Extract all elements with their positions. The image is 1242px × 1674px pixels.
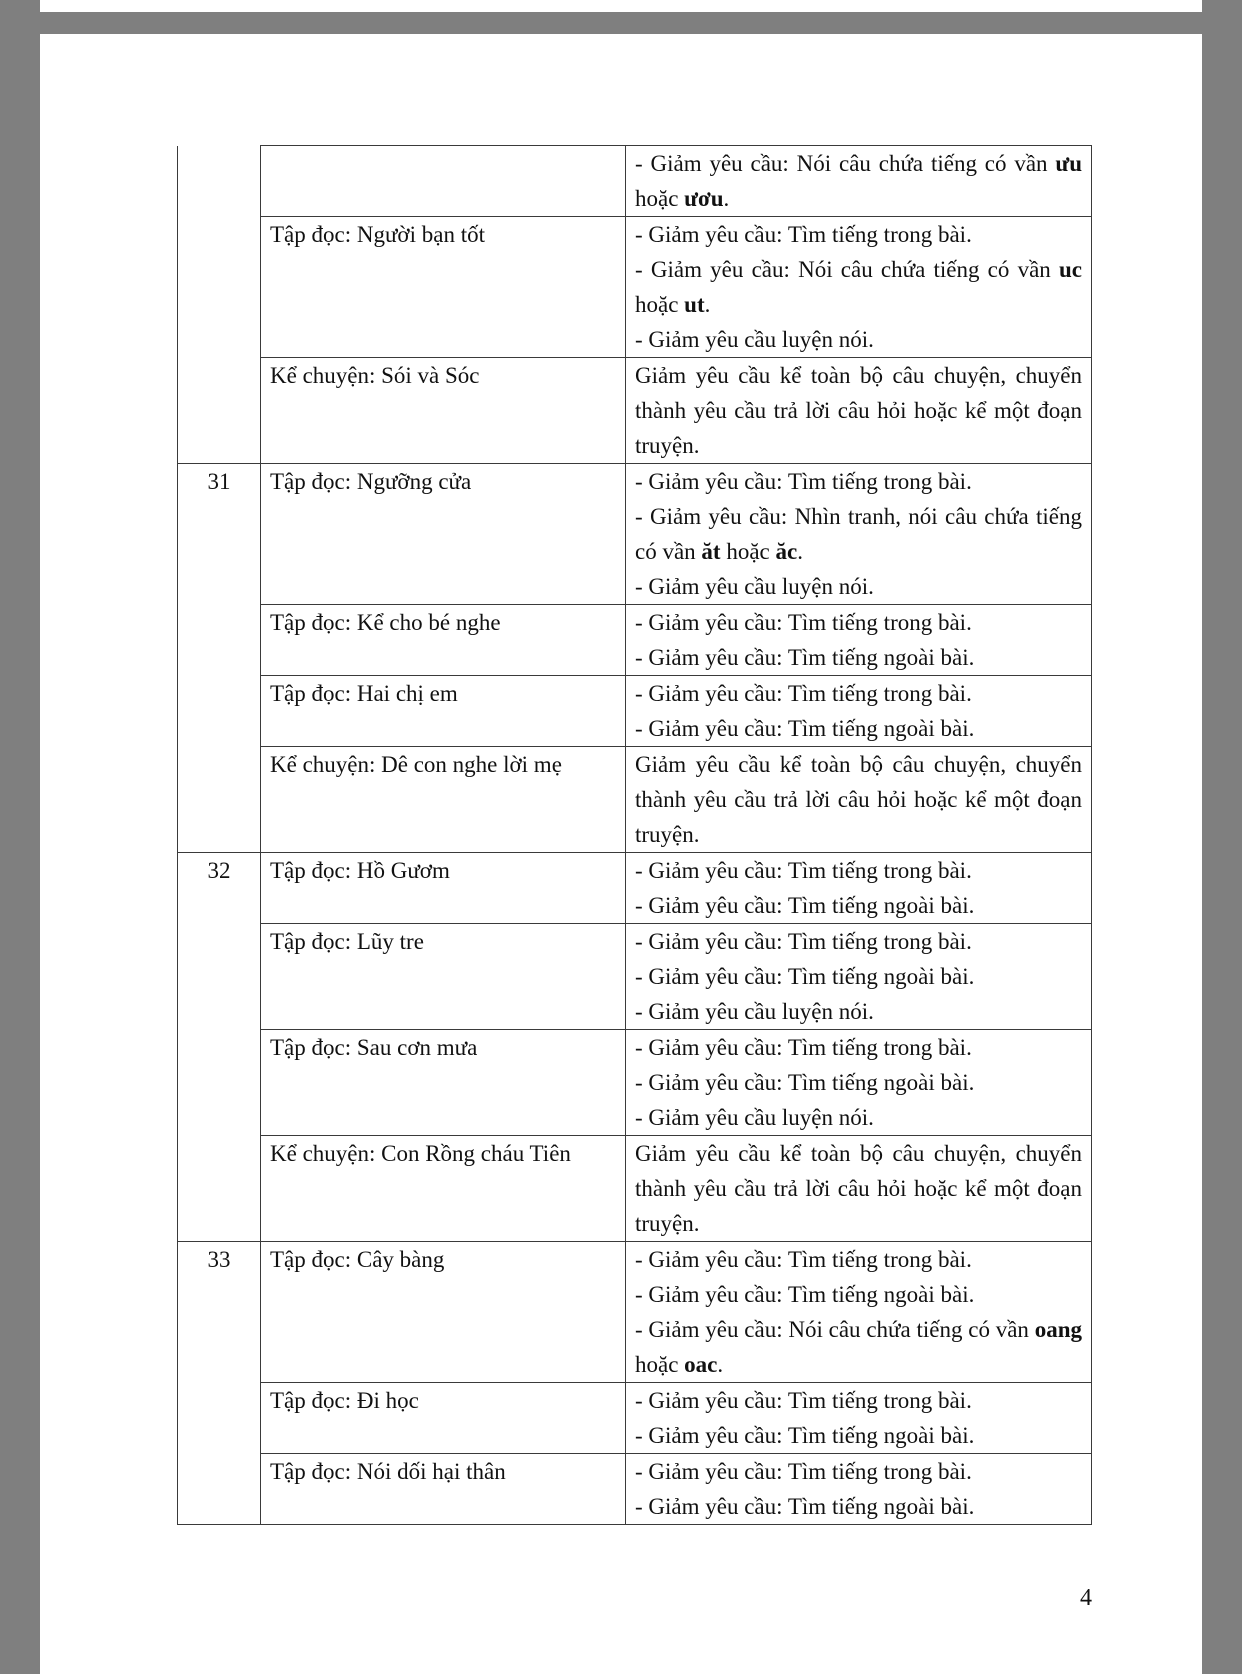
page-number: 4	[1080, 1585, 1092, 1611]
requirement-line	[635, 499, 1082, 569]
requirement-text: - Giảm yêu cầu: Tìm tiếng ngoài bài.	[635, 1282, 975, 1307]
requirement-text: hoặc	[635, 292, 685, 317]
requirement-cell	[626, 464, 1092, 605]
table-row	[178, 1136, 1092, 1242]
requirement-line	[635, 888, 1082, 923]
requirement-cell	[626, 853, 1092, 924]
requirement-line	[635, 569, 1082, 604]
requirement-line	[635, 1383, 1082, 1418]
requirement-text: - Giảm yêu cầu: Nói câu chứa tiếng có vần	[635, 257, 1059, 282]
lesson-cell: Kể chuyện: Sói và Sóc	[261, 358, 626, 464]
requirement-line	[635, 1100, 1082, 1135]
requirement-cell	[626, 1383, 1092, 1454]
requirement-cell	[626, 605, 1092, 676]
lesson-cell: Tập đọc: Đi học	[261, 1383, 626, 1454]
requirement-line	[635, 605, 1082, 640]
lesson-cell: Kể chuyện: Dê con nghe lời mẹ	[261, 747, 626, 853]
requirement-text: - Giảm yêu cầu: Tìm tiếng trong bài.	[635, 929, 972, 954]
requirement-line	[635, 322, 1082, 357]
table-row	[178, 1242, 1092, 1383]
table-row	[178, 605, 1092, 676]
requirement-line	[635, 1454, 1082, 1489]
rhyme-highlight: oac	[684, 1352, 718, 1377]
lesson-cell: Tập đọc: Cây bàng	[261, 1242, 626, 1383]
requirement-text: - Giảm yêu cầu luyện nói.	[635, 999, 874, 1024]
lesson-cell: Tập đọc: Kể cho bé nghe	[261, 605, 626, 676]
week-cell	[178, 605, 261, 676]
lesson-cell: Tập đọc: Sau cơn mưa	[261, 1030, 626, 1136]
week-cell	[178, 217, 261, 358]
week-cell	[178, 1030, 261, 1136]
requirement-line	[635, 217, 1082, 252]
requirement-text: - Giảm yêu cầu: Tìm tiếng trong bài.	[635, 222, 972, 247]
requirement-text: - Giảm yêu cầu: Tìm tiếng ngoài bài.	[635, 716, 975, 741]
rhyme-highlight: ươu	[684, 186, 724, 211]
table-row	[178, 464, 1092, 605]
requirement-cell	[626, 1242, 1092, 1383]
requirement-cell	[626, 676, 1092, 747]
previous-page-edge	[40, 0, 1202, 12]
requirement-line	[635, 711, 1082, 746]
requirement-text: .	[723, 186, 730, 211]
table-row	[178, 747, 1092, 853]
requirement-text: - Giảm yêu cầu: Tìm tiếng trong bài.	[635, 1247, 972, 1272]
requirement-line	[635, 1489, 1082, 1524]
requirement-line	[635, 1242, 1082, 1277]
requirement-line	[635, 853, 1082, 888]
requirement-line	[635, 1136, 1082, 1241]
rhyme-highlight: ut	[684, 292, 705, 317]
requirement-text: - Giảm yêu cầu luyện nói.	[635, 1105, 874, 1130]
requirement-line	[635, 1418, 1082, 1453]
lesson-cell: Tập đọc: Lũy tre	[261, 924, 626, 1030]
requirement-line	[635, 1030, 1082, 1065]
requirement-line	[635, 358, 1082, 463]
table-row	[178, 146, 1092, 217]
lesson-cell	[261, 146, 626, 217]
requirement-text: .	[704, 292, 711, 317]
requirement-text: - Giảm yêu cầu: Tìm tiếng ngoài bài.	[635, 1423, 975, 1448]
requirement-text: Giảm yêu cầu kể toàn bộ câu chuyện, chuyển thành yêu cầu trả lời câu hỏi hoặc kể một đoạn truyện.	[635, 1141, 1082, 1236]
requirement-text: - Giảm yêu cầu: Tìm tiếng ngoài bài.	[635, 964, 975, 989]
requirement-text: - Giảm yêu cầu: Nói câu chứa tiếng có vần	[635, 151, 1056, 176]
table-row	[178, 676, 1092, 747]
requirement-text: hoặc	[635, 186, 685, 211]
requirement-line	[635, 640, 1082, 675]
week-cell	[178, 924, 261, 1030]
week-cell	[178, 146, 261, 217]
table-row	[178, 1030, 1092, 1136]
week-cell	[178, 1383, 261, 1454]
requirement-text: - Giảm yêu cầu: Tìm tiếng trong bài.	[635, 1035, 972, 1060]
requirement-cell	[626, 146, 1092, 217]
week-cell: 32	[178, 853, 261, 924]
requirement-cell	[626, 217, 1092, 358]
requirement-cell	[626, 1030, 1092, 1136]
rhyme-highlight: oang	[1034, 1317, 1082, 1342]
rhyme-highlight: uc	[1059, 257, 1082, 282]
requirement-text: - Giảm yêu cầu: Tìm tiếng ngoài bài.	[635, 645, 975, 670]
week-cell	[178, 676, 261, 747]
requirement-line	[635, 146, 1082, 216]
table-row	[178, 217, 1092, 358]
table-row	[178, 1454, 1092, 1525]
requirement-text: .	[797, 539, 803, 564]
requirement-cell	[626, 1454, 1092, 1525]
requirement-text: - Giảm yêu cầu: Nhìn tranh, nói câu chứa tiếng có vần	[635, 504, 1082, 564]
requirement-line	[635, 959, 1082, 994]
week-cell	[178, 358, 261, 464]
requirement-cell	[626, 358, 1092, 464]
requirement-text: - Giảm yêu cầu: Tìm tiếng ngoài bài.	[635, 1070, 975, 1095]
week-cell	[178, 747, 261, 853]
requirement-text: - Giảm yêu cầu: Tìm tiếng trong bài.	[635, 1388, 972, 1413]
requirement-text: - Giảm yêu cầu: Tìm tiếng trong bài.	[635, 858, 972, 883]
week-cell: 33	[178, 1242, 261, 1383]
requirement-text: hoặc	[635, 1352, 685, 1377]
table-row	[178, 853, 1092, 924]
requirement-text: Giảm yêu cầu kể toàn bộ câu chuyện, chuyển thành yêu cầu trả lời câu hỏi hoặc kể một đoạn truyện.	[635, 363, 1082, 458]
requirement-text: .	[717, 1352, 724, 1377]
table-row	[178, 358, 1092, 464]
document-page	[40, 34, 1202, 1674]
rhyme-highlight: ăt	[701, 539, 721, 564]
lesson-table	[177, 145, 1092, 1525]
lesson-table-body	[178, 146, 1092, 1525]
week-cell	[178, 1136, 261, 1242]
requirement-text: Giảm yêu cầu kể toàn bộ câu chuyện, chuyển thành yêu cầu trả lời câu hỏi hoặc kể một đoạn truyện.	[635, 752, 1082, 847]
requirement-cell	[626, 747, 1092, 853]
rhyme-highlight: ưu	[1055, 151, 1082, 176]
requirement-text: - Giảm yêu cầu: Tìm tiếng trong bài.	[635, 610, 972, 635]
requirement-text: - Giảm yêu cầu: Tìm tiếng trong bài.	[635, 469, 972, 494]
requirement-text: - Giảm yêu cầu: Tìm tiếng trong bài.	[635, 1459, 972, 1484]
lesson-cell: Tập đọc: Hồ Gươm	[261, 853, 626, 924]
requirement-text: - Giảm yêu cầu: Tìm tiếng trong bài.	[635, 681, 972, 706]
requirement-line	[635, 252, 1082, 322]
requirement-line	[635, 1312, 1082, 1382]
requirement-text: - Giảm yêu cầu: Nói câu chứa tiếng có vần	[635, 1317, 1035, 1342]
requirement-cell	[626, 924, 1092, 1030]
requirement-text: - Giảm yêu cầu luyện nói.	[635, 327, 874, 352]
lesson-cell: Tập đọc: Hai chị em	[261, 676, 626, 747]
requirement-line	[635, 747, 1082, 852]
requirement-line	[635, 924, 1082, 959]
requirement-line	[635, 464, 1082, 499]
week-cell	[178, 1454, 261, 1525]
requirement-text: - Giảm yêu cầu: Tìm tiếng ngoài bài.	[635, 893, 975, 918]
table-row	[178, 1383, 1092, 1454]
requirement-line	[635, 1277, 1082, 1312]
requirement-line	[635, 994, 1082, 1029]
requirement-text: - Giảm yêu cầu luyện nói.	[635, 574, 874, 599]
lesson-cell: Tập đọc: Người bạn tốt	[261, 217, 626, 358]
week-cell: 31	[178, 464, 261, 605]
lesson-cell: Tập đọc: Nói dối hại thân	[261, 1454, 626, 1525]
requirement-line	[635, 676, 1082, 711]
requirement-text: hoặc	[720, 539, 776, 564]
requirement-line	[635, 1065, 1082, 1100]
lesson-cell: Tập đọc: Ngưỡng cửa	[261, 464, 626, 605]
rhyme-highlight: ăc	[775, 539, 798, 564]
requirement-cell	[626, 1136, 1092, 1242]
requirement-text: - Giảm yêu cầu: Tìm tiếng ngoài bài.	[635, 1494, 975, 1519]
lesson-cell: Kể chuyện: Con Rồng cháu Tiên	[261, 1136, 626, 1242]
table-row	[178, 924, 1092, 1030]
